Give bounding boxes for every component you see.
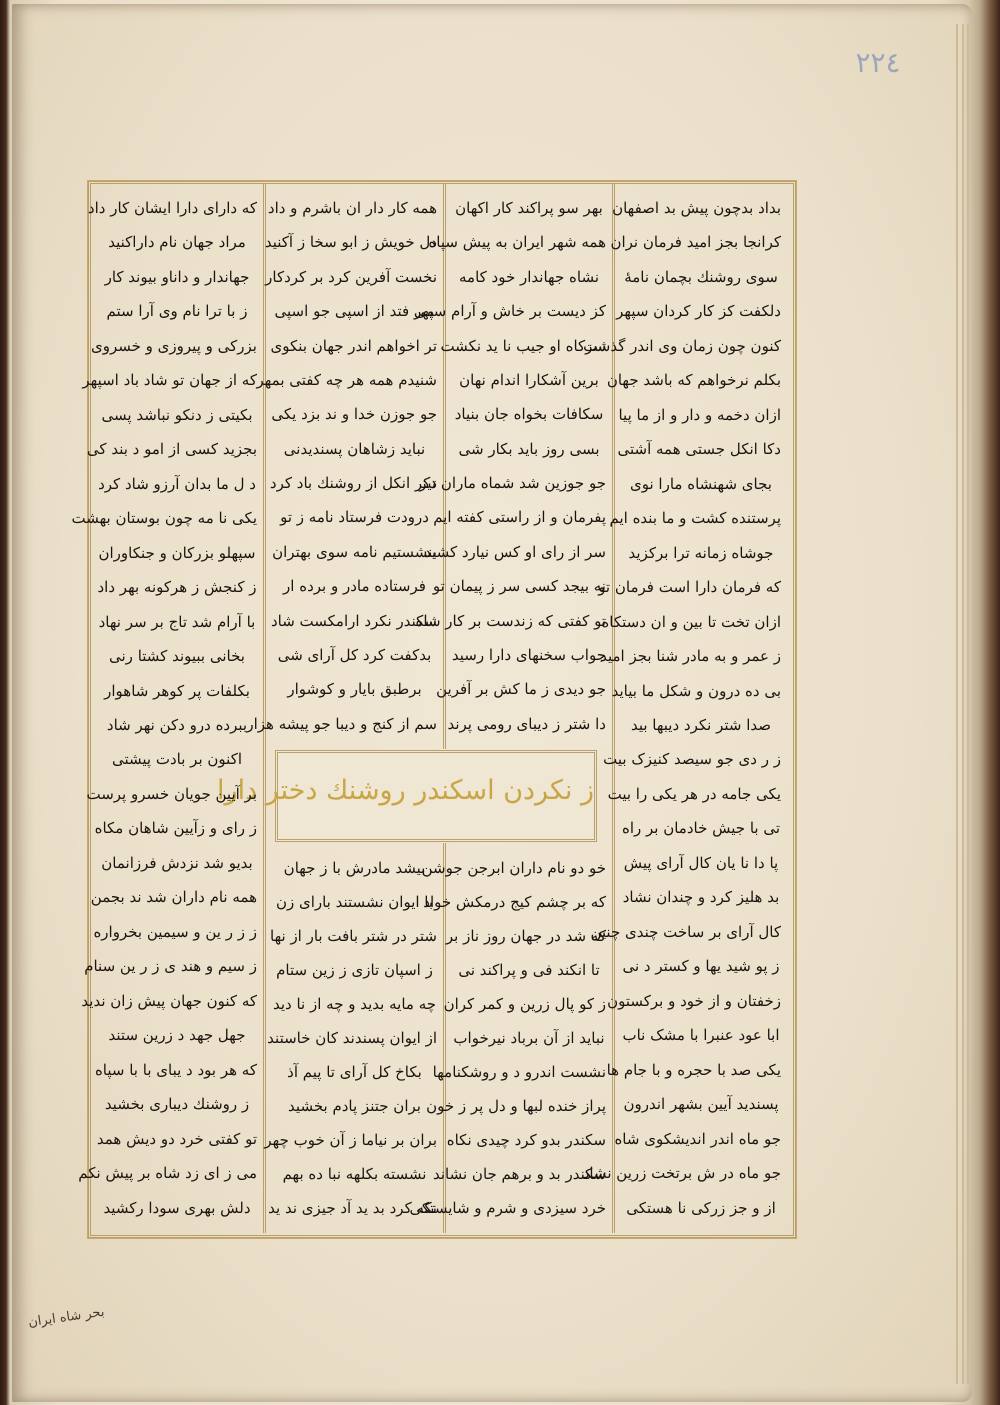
verse-line: دلکفت کز کار کردان سپهر — [616, 302, 781, 321]
verse-line: همه شهر ایران به پیش سپاه — [428, 233, 606, 252]
verse-line: نشاه جهاندار خود کامه — [459, 267, 599, 286]
verse-line: بسی روز باید بکار شی — [458, 439, 600, 458]
verse-line: تا انکند فی و پراکند نی — [458, 961, 600, 979]
verse-line: پسندید آیین بشهر اندرون — [623, 1095, 779, 1114]
verse-line: بجای شهنشاه مارا نوی — [630, 474, 772, 493]
verse-line: از و جز زرکی نا هستکی — [626, 1198, 776, 1217]
verse-line: که از جهان تو شاد باد اسپهر — [82, 371, 257, 390]
verse-line: نخست آفرین کرد بر کردکار — [265, 267, 437, 286]
verse-line: دل خویش ز ابو سخا ز آکنید — [264, 233, 437, 252]
text-column-center-left-top — [246, 186, 443, 746]
verse-line: بران جتنز پادم بخشید — [288, 1097, 421, 1115]
verse-line: نشسته بکلهه نبا ده بهم — [282, 1165, 427, 1183]
verse-line: که هر بود د یبای با با سپاه — [94, 1060, 257, 1079]
verse-line: سکندر بدو کرد چیدی نکاه — [446, 1131, 606, 1149]
verse-line: ز سیم و هند ی ز ر ین سنام — [84, 957, 257, 976]
verse-line: جهل جهد د زرین ستند — [108, 1026, 246, 1045]
verse-line: سوی روشنك بچمان نامهٔ — [624, 267, 778, 286]
verse-line: همه کار دار ان باشرم و داد — [267, 199, 437, 217]
margin-note: بحر شاه ایران — [27, 1304, 106, 1331]
verse-line: بدکفت کرد کل آرای شی — [277, 645, 432, 664]
verse-line: که فرمان دارا است فرمان تو — [598, 578, 781, 597]
verse-line: سپهلو بزرکان و جنکاوران — [98, 543, 256, 562]
verse-line: تو کفتی خرد دو دیش همد — [96, 1129, 257, 1148]
verse-line: ز با ترا نام وی آرا ستم — [106, 302, 248, 321]
verse-line: تو کفتی که زندست بر کار شاه — [415, 611, 606, 630]
text-column-left — [71, 186, 263, 1230]
verse-line: جو ماه اندر اندیشکوی شاه — [614, 1129, 781, 1148]
verse-line: بر آیین جویان خسرو پرست — [86, 784, 257, 803]
verse-line: صدا شتر نکرد دیبها بید — [630, 716, 772, 734]
verse-line: سرکاه او جیب نا ید نکشت — [440, 336, 606, 355]
verse-line: بران بر نیاما ز آن خوب چهر — [264, 1131, 437, 1149]
verse-line: پا دا نا یان کال آرای پیش — [623, 853, 779, 872]
verse-line: بد هلیز کرد و چندان نشاد — [622, 888, 780, 907]
verse-line: سکندر نکرد ارامکست شاد — [270, 611, 437, 630]
verse-line: چه مایه بدید و چه از نا دید — [272, 995, 437, 1013]
section-heading: ز نکردن اسکندر روشنك دختر دارا — [217, 775, 594, 806]
verse-line: کال آرای بر ساخت چندی چنین — [590, 922, 781, 941]
verse-line: ز ز ر ین و سیمین بخرواره — [93, 922, 257, 941]
verse-line: ز عمر و به مادر شنا بجز امید — [600, 647, 781, 666]
verse-line: ز اسپان تازی ز زین ستام — [276, 961, 433, 979]
verse-line: بکلم نرخواهم که باشد جهان — [606, 371, 781, 390]
verse-line: نشست اندرو د و روشکنامها — [432, 1063, 606, 1081]
verse-line: شتر در شتر بافت بار از نها — [270, 927, 437, 945]
verse-line: بداد بدچون پیش بد اصفهان — [612, 199, 781, 217]
verse-line: یکی صد با حجره و با جام ها — [606, 1060, 781, 1079]
verse-line: جو ماه در ش برتخت زرین نشاد — [582, 1164, 781, 1183]
verse-line: نباید از آن برباد نیرخواب — [453, 1029, 605, 1047]
verse-line: پفرمان و از راستی کفته ایم — [433, 508, 606, 527]
text-column-center-right-top — [414, 186, 612, 746]
verse-line: که کنون جهان پیش زان ندید — [81, 991, 257, 1010]
verse-line: جوشاه زمانه ترا برکزید — [628, 543, 774, 562]
verse-line: با ایوان نشستند بارای زن — [275, 893, 434, 911]
verse-line: جو دیدی ز ما کش بر آفرین — [436, 680, 606, 699]
verse-line: مراد جهان نام داراکنید — [108, 233, 246, 252]
verse-line: خو دو نام داران ابرجن جوشن — [421, 859, 606, 877]
verse-line: بیشد مادرش با ز جهان — [283, 859, 426, 877]
section-heading-panel — [217, 750, 597, 842]
verse-line: دکا انکل جستی همه آشتی — [617, 440, 781, 459]
verse-line: نکه کرد بد ید آد جیزی ند ید — [268, 1199, 437, 1217]
verse-line: جو جوزین شد شماه ماران تیز — [419, 474, 606, 492]
verse-line: سر از رای او کس نیارد کشید — [424, 542, 606, 561]
verse-line: ز کو پال زرین و کمر کران — [443, 995, 606, 1013]
verse-line: ز کنجش ز هرکونه بهر داد — [97, 578, 257, 597]
verse-line: یکی نا مه چون بوستان بهشت — [71, 509, 257, 528]
verse-line: پرستنده کشت و ما بنده ایم — [609, 509, 781, 528]
verse-line: سکندر بد و برهم جان نشاند — [432, 1165, 606, 1183]
verse-line: سم از کنج و دیبا جو پیشه هزار — [246, 714, 437, 733]
folio-number: ٢٢٤ — [855, 46, 901, 79]
verse-line: ازان دخمه و دار و از ما پیا — [618, 405, 781, 424]
verse-line: ز پو شید یها و کستر د نی — [622, 957, 780, 976]
verse-line: که دارای دارا ایشان کار داد — [87, 199, 257, 217]
verse-line: که شد در جهان روز ناز بر — [445, 927, 606, 945]
verse-line: جهاندار و داناو بیوند کار — [104, 267, 250, 286]
verse-line: یکی جامه در هر یکی را بیت — [607, 784, 781, 803]
verse-line: تر اخواهم اندر جهان بنکوی — [270, 336, 437, 355]
verse-line: بهر سو پراکند کار اکهان — [455, 199, 603, 217]
verse-line: بخانی ببیوند کشتا رنی — [109, 647, 245, 666]
verse-line: زخفتان و از خود و برکستون — [607, 991, 781, 1010]
verse-line: تی با جیش خادمان بر راه — [621, 819, 781, 838]
verse-line: کنون چون زمان وی اندر گذشت — [583, 336, 781, 355]
verse-line: درودت فرستاد نامه ز تو — [280, 508, 429, 527]
verse-line: جو جوزن خدا و ند بزد یکی — [271, 405, 437, 424]
verse-line: برین آشکارا اندام نهان — [459, 370, 599, 389]
verse-line: دا شتر ز دیبای رومی پرند — [447, 714, 606, 733]
verse-line: د ل ما بدان آرزو شاد کرد — [98, 474, 256, 493]
verse-line: ابا عود عنبرا با مشک ناب — [622, 1026, 780, 1045]
page-edge — [956, 24, 958, 1384]
verse-line: دکر انکل از روشنك باد کرد — [269, 474, 437, 492]
verse-line: بکیتی ز دنکو نباشد پسی — [101, 405, 253, 424]
verse-line: ز رای و زآیین شاهان مکاه — [94, 819, 257, 838]
verse-line: می ز ای زد شاه بر پیش نکم — [78, 1164, 257, 1183]
verse-line: فرستاده مادر و برده ار — [283, 577, 426, 596]
verse-line: که بر چشم کیج درمکش خواد — [423, 893, 606, 911]
verse-line: کز دیست بر خاش و آرام سپهر — [414, 302, 606, 321]
verse-line: با آرام شد تاج بر سر نهاد — [98, 612, 256, 631]
page-edge — [962, 24, 964, 1384]
verse-line: بجزید کسی از امو د بند کی — [86, 440, 257, 459]
page-edge — [967, 24, 969, 1384]
verse-line: ز ر دی جو سیصد کنیزک بیت — [603, 750, 781, 769]
verse-line: بی ده درون و شکل ما بیاید — [611, 681, 781, 700]
verse-line: نباید زشاهان پسندیدنی — [283, 439, 426, 458]
verse-line: نه بیجد کسی سر ز پیمان تو — [432, 577, 606, 596]
text-column-center-left-bottom — [266, 846, 443, 1230]
verse-line: دلش بهری سودا رکشید — [103, 1198, 251, 1217]
verse-line: شنیدم همه هر چه کفتی بمهر — [256, 370, 437, 389]
verse-line: اکنون بر بادت پیشتی — [111, 750, 242, 769]
verse-line: بزرکی و پیروزی و خسروی — [90, 336, 257, 355]
verse-line: بدیو شد نزدش فرزانمان — [101, 853, 253, 872]
verse-line: ازان تخت تا بین و ان دستکاه — [601, 612, 781, 631]
verse-line: از ایوان پسندند کان خاستند — [267, 1029, 437, 1047]
verse-line: ز روشنك دیباری بخشید — [104, 1095, 250, 1114]
verse-line: کرانجا بجز امید فرمان نران — [610, 233, 781, 252]
verse-line: برطبق بایار و کوشوار — [287, 680, 422, 699]
text-column-center-right-bottom — [409, 846, 612, 1230]
verse-line: بنشستیم نامه سوی بهتران — [272, 542, 437, 561]
verse-line: ببرده درو دکن نهر شاد — [106, 716, 248, 734]
verse-line: سکافات بخواه جان بنیاد — [454, 405, 604, 424]
verse-line: بکاخ کل آرای تا پیم آذ — [287, 1063, 422, 1081]
text-column-right — [582, 186, 787, 1230]
verse-line: خرد سیزدی و شرم و شایستکی — [409, 1199, 606, 1217]
verse-line: بکلفات پر کوهر شاهوار — [104, 681, 250, 700]
verse-line: جواب سخنهای دارا رسید — [451, 645, 606, 664]
verse-line: پراز خنده لبها و دل پر ز خون — [426, 1097, 606, 1115]
verse-line: می فتد از اسپی جو اسپی — [274, 302, 435, 321]
verse-line: همه نام داران شد ند بجمن — [90, 888, 257, 907]
